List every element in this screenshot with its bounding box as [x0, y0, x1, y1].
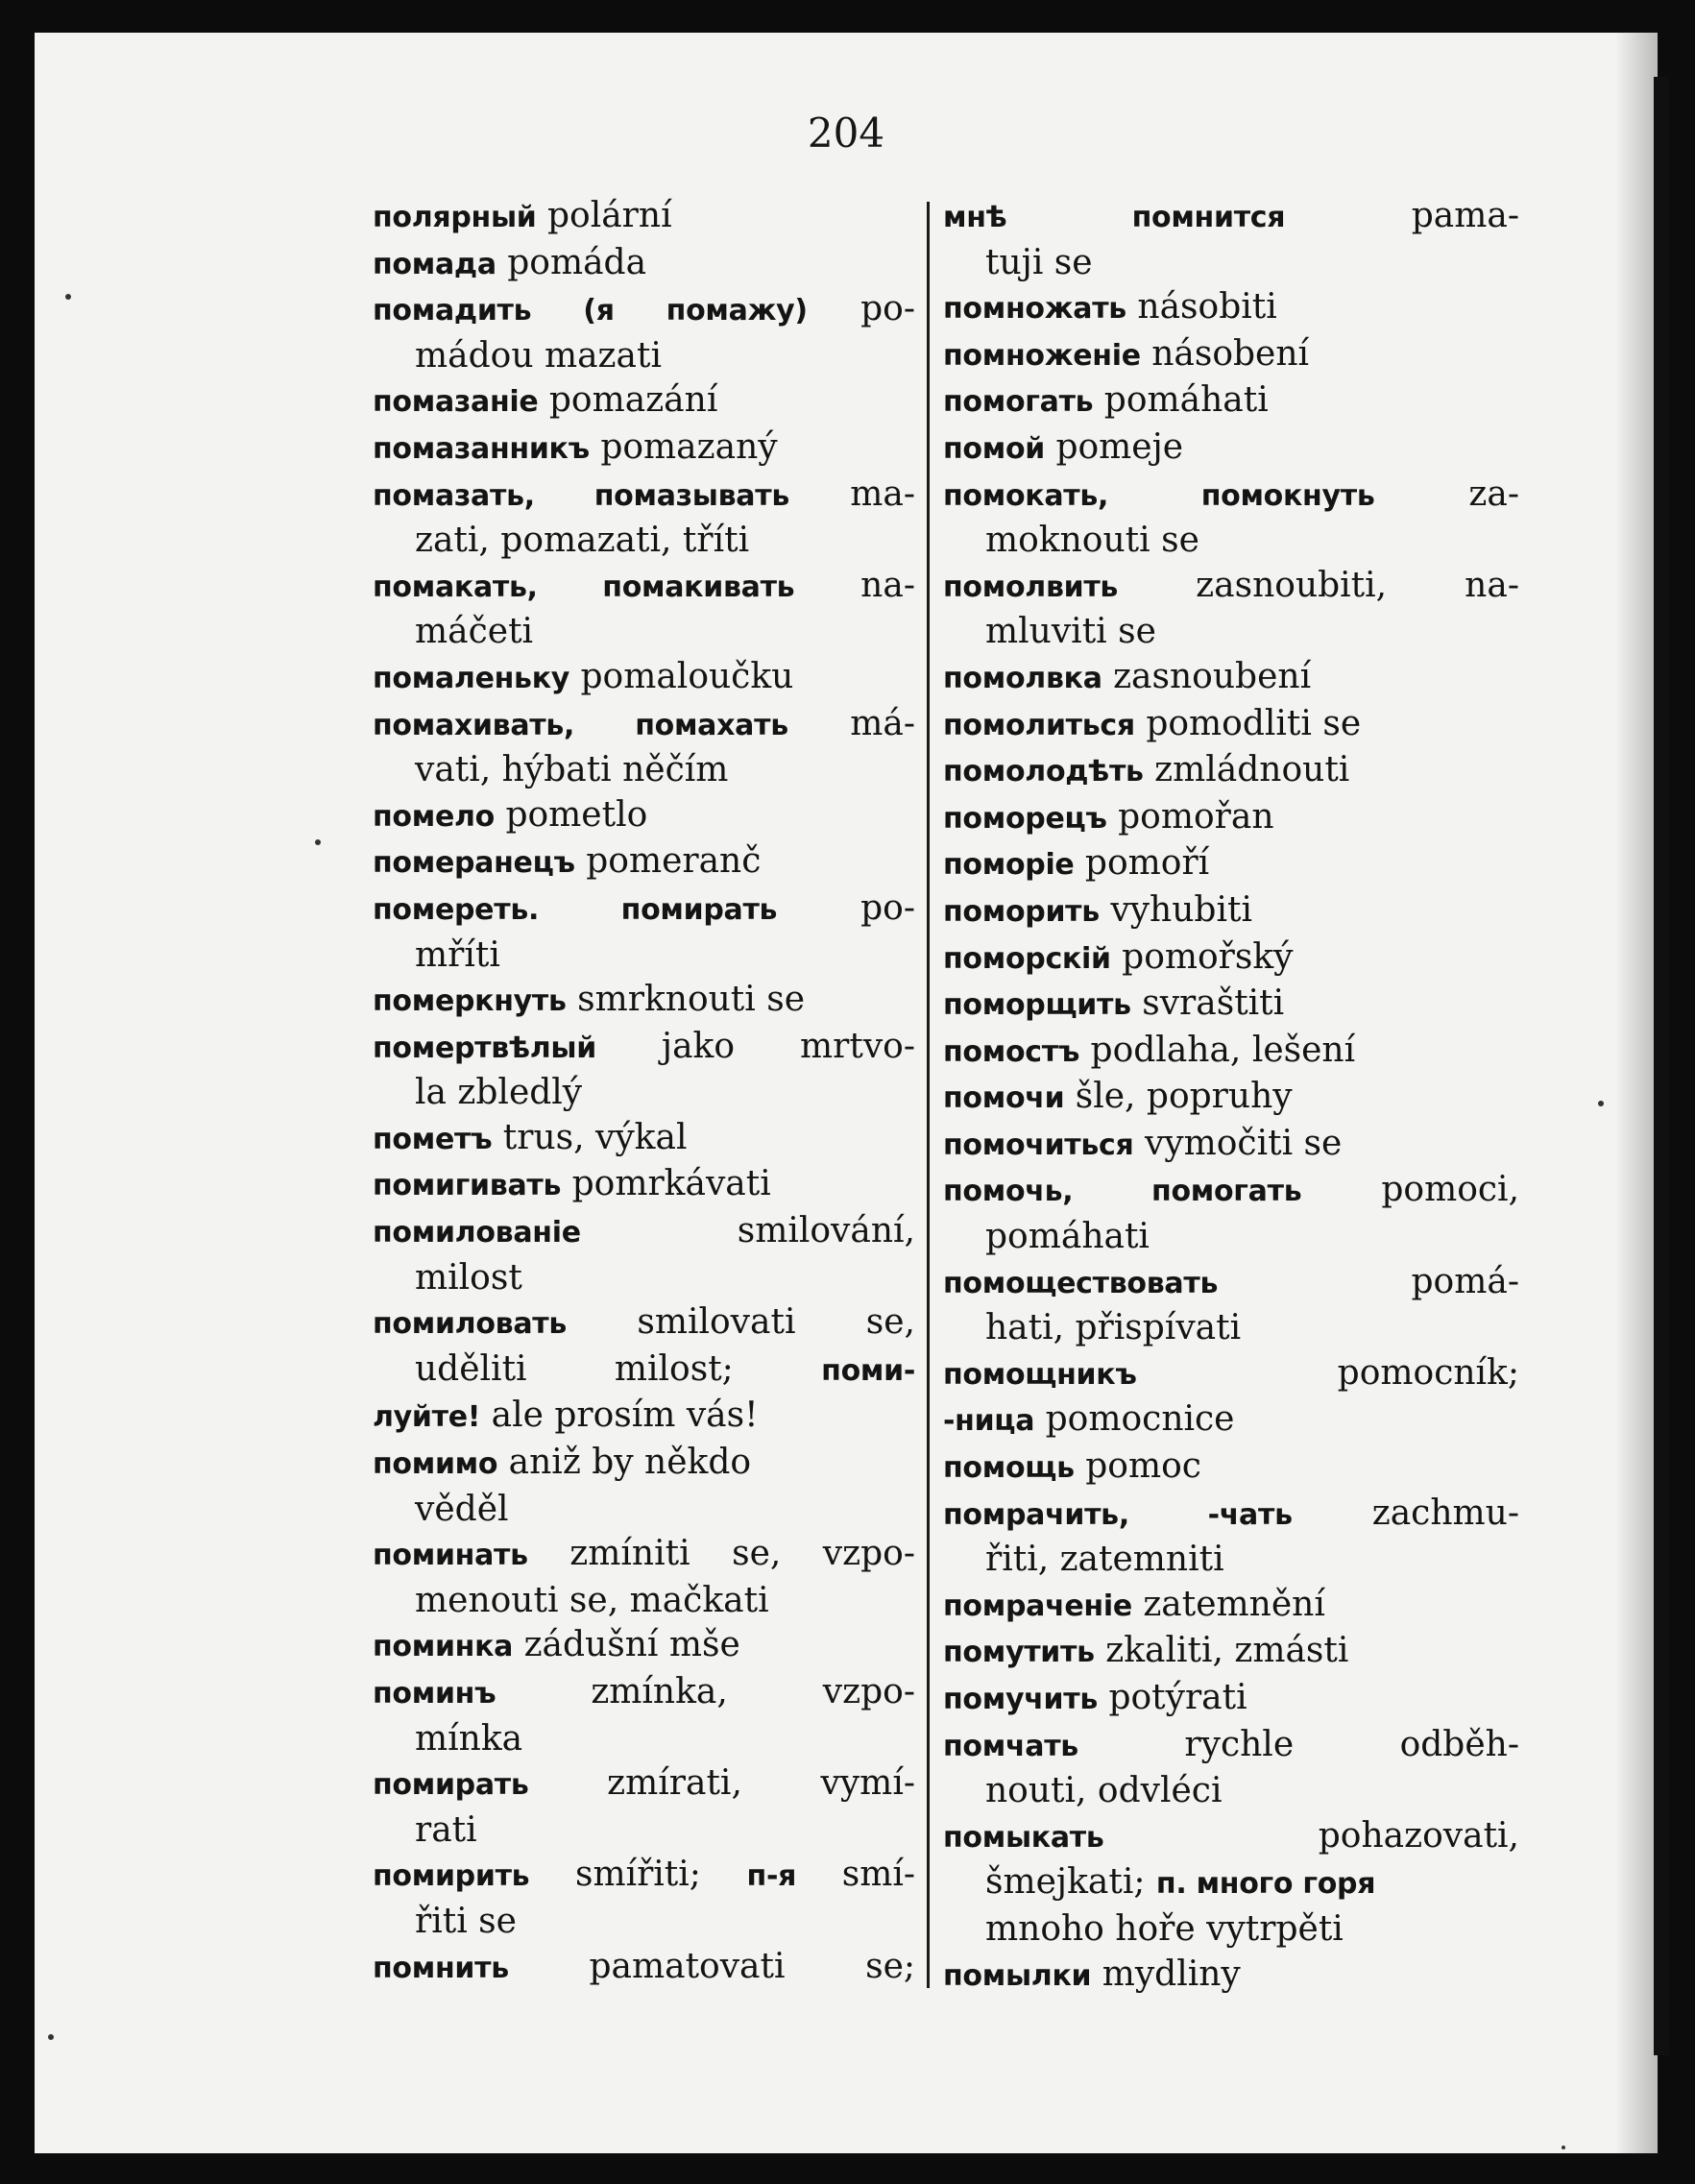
definition: zati, pomazati, tříti: [415, 521, 750, 561]
dictionary-line: [943, 702, 1519, 749]
definition: pama-: [1285, 196, 1519, 235]
headword: поминъ: [373, 1677, 496, 1711]
headword: помнить: [373, 1951, 509, 1985]
dictionary-line: [943, 1168, 1519, 1215]
definition: ale prosím vás!: [480, 1395, 759, 1436]
headword: померанецъ: [373, 846, 575, 881]
dictionary-line: [373, 1256, 915, 1301]
dictionary-line: [373, 1394, 915, 1441]
definition: zmínka, vzpo-: [496, 1672, 915, 1711]
definition: menouti se, mačkati: [415, 1580, 769, 1620]
headword: помраченіе: [943, 1589, 1132, 1623]
definition: pohazovati,: [1103, 1815, 1519, 1856]
dictionary-line: [373, 1300, 915, 1347]
dictionary-line: [373, 1162, 915, 1209]
definition: smí-: [796, 1855, 915, 1895]
dictionary-line: [943, 655, 1519, 702]
headword: помочи: [943, 1081, 1065, 1116]
headword: пометъ: [373, 1122, 493, 1156]
headword: помимо: [373, 1447, 498, 1482]
dictionary-line: [373, 793, 915, 840]
definition: milost: [415, 1257, 522, 1298]
definition: pomoc: [1074, 1446, 1201, 1487]
page-number: 204: [807, 109, 885, 157]
definition: pomáhati: [985, 1217, 1150, 1257]
definition: pomoří: [1074, 843, 1210, 884]
definition: pomořan: [1106, 796, 1274, 837]
definition: šmejkati;: [985, 1862, 1156, 1903]
headword: помигивать: [373, 1169, 562, 1203]
dictionary-line: [943, 194, 1519, 241]
dictionary-line: [373, 1623, 915, 1670]
dictionary-line: [373, 1945, 915, 1992]
page-edge-shadow: [1615, 33, 1658, 2153]
definition: polární: [536, 196, 672, 235]
definition: pomodliti se: [1134, 703, 1362, 743]
definition: za-: [1374, 473, 1519, 514]
headword: п-я: [746, 1859, 797, 1894]
dictionary-line: [373, 1717, 915, 1762]
dictionary-line: [943, 1629, 1519, 1676]
headword: помостъ: [943, 1034, 1080, 1069]
dictionary-line: [373, 1488, 915, 1533]
dictionary-line: [943, 1122, 1519, 1169]
definition: zasnoubiti, na-: [1118, 565, 1519, 605]
dictionary-line: [943, 241, 1519, 286]
definition: la zbledlý: [415, 1073, 583, 1113]
definition: potýrati: [1098, 1678, 1247, 1717]
dictionary-line: [943, 285, 1519, 332]
print-speck: [65, 294, 71, 300]
dictionary-line: [943, 1351, 1519, 1398]
dictionary-line: [943, 1907, 1519, 1953]
definition: hati, přispívati: [985, 1308, 1242, 1348]
definition: aniž by někdo: [497, 1443, 752, 1483]
print-speck: [48, 2034, 54, 2040]
dictionary-line: [943, 795, 1519, 842]
definition: zatemnění: [1131, 1584, 1325, 1624]
dictionary-line: [943, 888, 1519, 935]
headword: поморіе: [943, 848, 1075, 883]
dictionary-line: [373, 1441, 915, 1488]
headword: помощь: [943, 1451, 1075, 1486]
definition: mádou mazati: [415, 335, 662, 376]
column-divider: [927, 202, 930, 1988]
dictionary-line: [943, 1676, 1519, 1723]
dictionary-line: [943, 1397, 1519, 1444]
dictionary-line: [943, 1260, 1519, 1307]
definition: smilování,: [580, 1211, 915, 1251]
dictionary-line: [943, 1029, 1519, 1076]
headword: поморщить: [943, 988, 1131, 1023]
dictionary-line: [943, 1538, 1519, 1583]
definition: pomeje: [1045, 426, 1184, 467]
headword: помокать, помокнуть: [943, 478, 1375, 513]
dictionary-line: [373, 1853, 915, 1900]
dictionary-line: [373, 473, 915, 520]
headword: п. много горя: [1155, 1867, 1376, 1902]
definition: zasnoubení: [1102, 656, 1312, 696]
dictionary-line: [943, 935, 1519, 983]
print-speck: [315, 839, 321, 845]
definition: pomrkávati: [561, 1164, 771, 1204]
headword: помрачить, -чать: [943, 1497, 1293, 1532]
headword: поморить: [943, 894, 1100, 929]
definition: řiti, zatemniti: [985, 1540, 1224, 1580]
definition: mínka: [415, 1718, 523, 1759]
dictionary-line: [373, 1025, 915, 1072]
headword: помоществовать: [943, 1266, 1219, 1300]
headword: помада: [373, 247, 496, 281]
definition: zkaliti, zmásti: [1094, 1631, 1349, 1671]
dictionary-line: [373, 655, 915, 702]
dictionary-line: [373, 1116, 915, 1163]
definition: násobení: [1140, 333, 1310, 374]
dictionary-line: [373, 1761, 915, 1808]
dictionary-line: [943, 378, 1519, 425]
headword: помочь, помогать: [943, 1175, 1302, 1209]
definition: nouti, odvléci: [985, 1771, 1223, 1811]
headword: помноженіе: [943, 338, 1141, 373]
dictionary-line: [943, 1953, 1519, 2000]
definition: pomáhati: [1093, 380, 1269, 421]
dictionary-line: [373, 1900, 915, 1945]
definition: vati, hýbati něčím: [415, 750, 729, 790]
dictionary-line: [373, 748, 915, 793]
dictionary-line: [373, 378, 915, 425]
definition: zmíniti se, vzpo-: [527, 1534, 915, 1574]
right-column: [943, 194, 1519, 1999]
dictionary-line: [943, 610, 1519, 655]
dictionary-line: [943, 1723, 1519, 1770]
definition: na-: [794, 565, 915, 605]
headword: помазаніе: [373, 385, 539, 420]
headword: помакать, помакивать: [373, 570, 795, 604]
definition: tuji se: [985, 242, 1093, 282]
definition: svraštiti: [1130, 983, 1285, 1024]
definition: zmládnouti: [1143, 750, 1350, 790]
definition: smrknouti se: [566, 980, 806, 1020]
dictionary-line: [943, 748, 1519, 795]
dictionary-line: [373, 1071, 915, 1116]
headword: помчать: [943, 1729, 1078, 1763]
definition: mnoho hoře vytrpěti: [985, 1908, 1344, 1949]
dictionary-line: [373, 1347, 915, 1395]
definition: vyhubiti: [1099, 889, 1252, 930]
definition: zmírati, vymí-: [528, 1763, 915, 1804]
definition: smilovati se,: [567, 1302, 915, 1343]
dictionary-line: [373, 287, 915, 334]
headword: поминать: [373, 1539, 528, 1573]
headword: помилованіе: [373, 1216, 581, 1250]
definition: smířiti;: [529, 1855, 747, 1895]
print-speck: [1562, 2146, 1565, 2149]
headword: помножать: [943, 292, 1126, 327]
definition: po-: [777, 887, 915, 928]
headword: помочиться: [943, 1128, 1134, 1162]
headword: полярный: [373, 201, 537, 234]
dictionary-line: [373, 1579, 915, 1624]
dictionary-line: [943, 332, 1519, 379]
definition: šle, popruhy: [1064, 1077, 1293, 1117]
headword: помаленьку: [373, 661, 570, 695]
definition: mluviti se: [985, 612, 1156, 652]
headword: помазать, помазывать: [373, 478, 790, 513]
dictionary-line: [943, 1860, 1519, 1907]
headword: помертвѣлый: [373, 1031, 596, 1065]
headword: помыкать: [943, 1820, 1104, 1855]
binding-edge: [1654, 77, 1669, 2055]
dictionary-line: [373, 425, 915, 473]
dictionary-line: [943, 1444, 1519, 1492]
definition: zádušní mše: [513, 1625, 740, 1665]
dictionary-line: [373, 886, 915, 934]
headword: помахивать, помахать: [373, 708, 788, 742]
headword: помолиться: [943, 708, 1135, 742]
dictionary-line: [373, 702, 915, 749]
definition: pomá-: [1218, 1261, 1519, 1301]
definition: má-: [787, 703, 915, 743]
definition: trus, výkal: [492, 1117, 688, 1157]
headword: помадить (я помажу): [373, 294, 808, 328]
definition: mříti: [415, 934, 500, 975]
definition: pomazání: [538, 380, 718, 421]
definition: pomáda: [496, 242, 647, 282]
headword: поминка: [373, 1630, 514, 1664]
definition: mydliny: [1091, 1953, 1241, 1994]
dictionary-line: [373, 519, 915, 564]
headword: -ница: [943, 1404, 1035, 1439]
headword: помело: [373, 799, 495, 834]
headword: поморецъ: [943, 801, 1107, 836]
dictionary-line: [943, 1769, 1519, 1814]
headword: помиловать: [373, 1307, 568, 1342]
headword: помутить: [943, 1636, 1095, 1670]
dictionary-line: [373, 1532, 915, 1579]
print-speck: [1598, 1101, 1604, 1106]
dictionary-line: [373, 1670, 915, 1717]
definition: pometlo: [495, 794, 648, 835]
headword: помучить: [943, 1683, 1098, 1716]
definition: moknouti se: [985, 521, 1199, 561]
headword: помой: [943, 431, 1045, 466]
headword: помылки: [943, 1958, 1092, 1993]
headword: луйте!: [373, 1400, 481, 1435]
headword: помереть. помирать: [373, 892, 778, 927]
definition: zachmu-: [1292, 1492, 1519, 1533]
dictionary-line: [373, 978, 915, 1025]
definition: pamatovati se;: [508, 1946, 915, 1986]
definition: pomořský: [1110, 936, 1294, 977]
definition: pomoci,: [1301, 1170, 1519, 1210]
dictionary-line: [943, 519, 1519, 564]
definition: ma-: [789, 473, 915, 514]
dictionary-line: [943, 473, 1519, 520]
dictionary-line: [943, 1814, 1519, 1861]
headword: помолвить: [943, 570, 1119, 604]
definition: podlaha, lešení: [1079, 1030, 1356, 1070]
dictionary-line: [943, 841, 1519, 888]
headword: помирать: [373, 1768, 529, 1803]
definition: pomeranč: [574, 841, 762, 882]
headword: помолодѣть: [943, 755, 1144, 789]
dictionary-line: [943, 1075, 1519, 1122]
dictionary-line: [373, 1808, 915, 1854]
definition: pomocnice: [1034, 1399, 1235, 1440]
definition: pomocník;: [1136, 1352, 1519, 1393]
definition: rati: [415, 1809, 477, 1850]
dictionary-line: [373, 934, 915, 979]
headword: помогать: [943, 385, 1094, 420]
definition: uděliti milost;: [415, 1348, 822, 1389]
definition: pomaloučku: [569, 656, 794, 696]
dictionary-line: [943, 1215, 1519, 1260]
definition: máčeti: [415, 612, 534, 652]
definition: věděl: [415, 1489, 509, 1529]
definition: jako mrtvo-: [595, 1026, 915, 1066]
dictionary-line: [943, 1306, 1519, 1351]
dictionary-line: [943, 982, 1519, 1029]
headword: помирить: [373, 1859, 530, 1894]
headword: помолвка: [943, 661, 1102, 695]
definition: násobiti: [1126, 287, 1277, 328]
dictionary-line: [943, 1583, 1519, 1630]
headword: помощникъ: [943, 1357, 1137, 1392]
dictionary-line: [943, 564, 1519, 611]
definition: vymočiti se: [1133, 1123, 1343, 1163]
dictionary-line: [373, 564, 915, 611]
dictionary-page: [35, 33, 1658, 2153]
dictionary-line: [373, 194, 915, 241]
headword: помазанникъ: [373, 431, 590, 466]
definition: řiti se: [415, 1901, 517, 1941]
headword: поморскій: [943, 941, 1111, 976]
definition: rychle odběh-: [1078, 1724, 1519, 1764]
left-column: [373, 194, 915, 1991]
dictionary-line: [373, 1209, 915, 1256]
headword: мнѣ помнится: [943, 201, 1286, 234]
headword: поми-: [821, 1353, 915, 1388]
headword: померкнуть: [373, 984, 567, 1019]
dictionary-line: [943, 1492, 1519, 1539]
dictionary-line: [373, 334, 915, 379]
definition: po-: [807, 289, 915, 329]
definition: pomazaný: [589, 426, 778, 467]
dictionary-line: [373, 241, 915, 288]
dictionary-line: [373, 610, 915, 655]
dictionary-line: [373, 839, 915, 886]
dictionary-line: [943, 425, 1519, 473]
